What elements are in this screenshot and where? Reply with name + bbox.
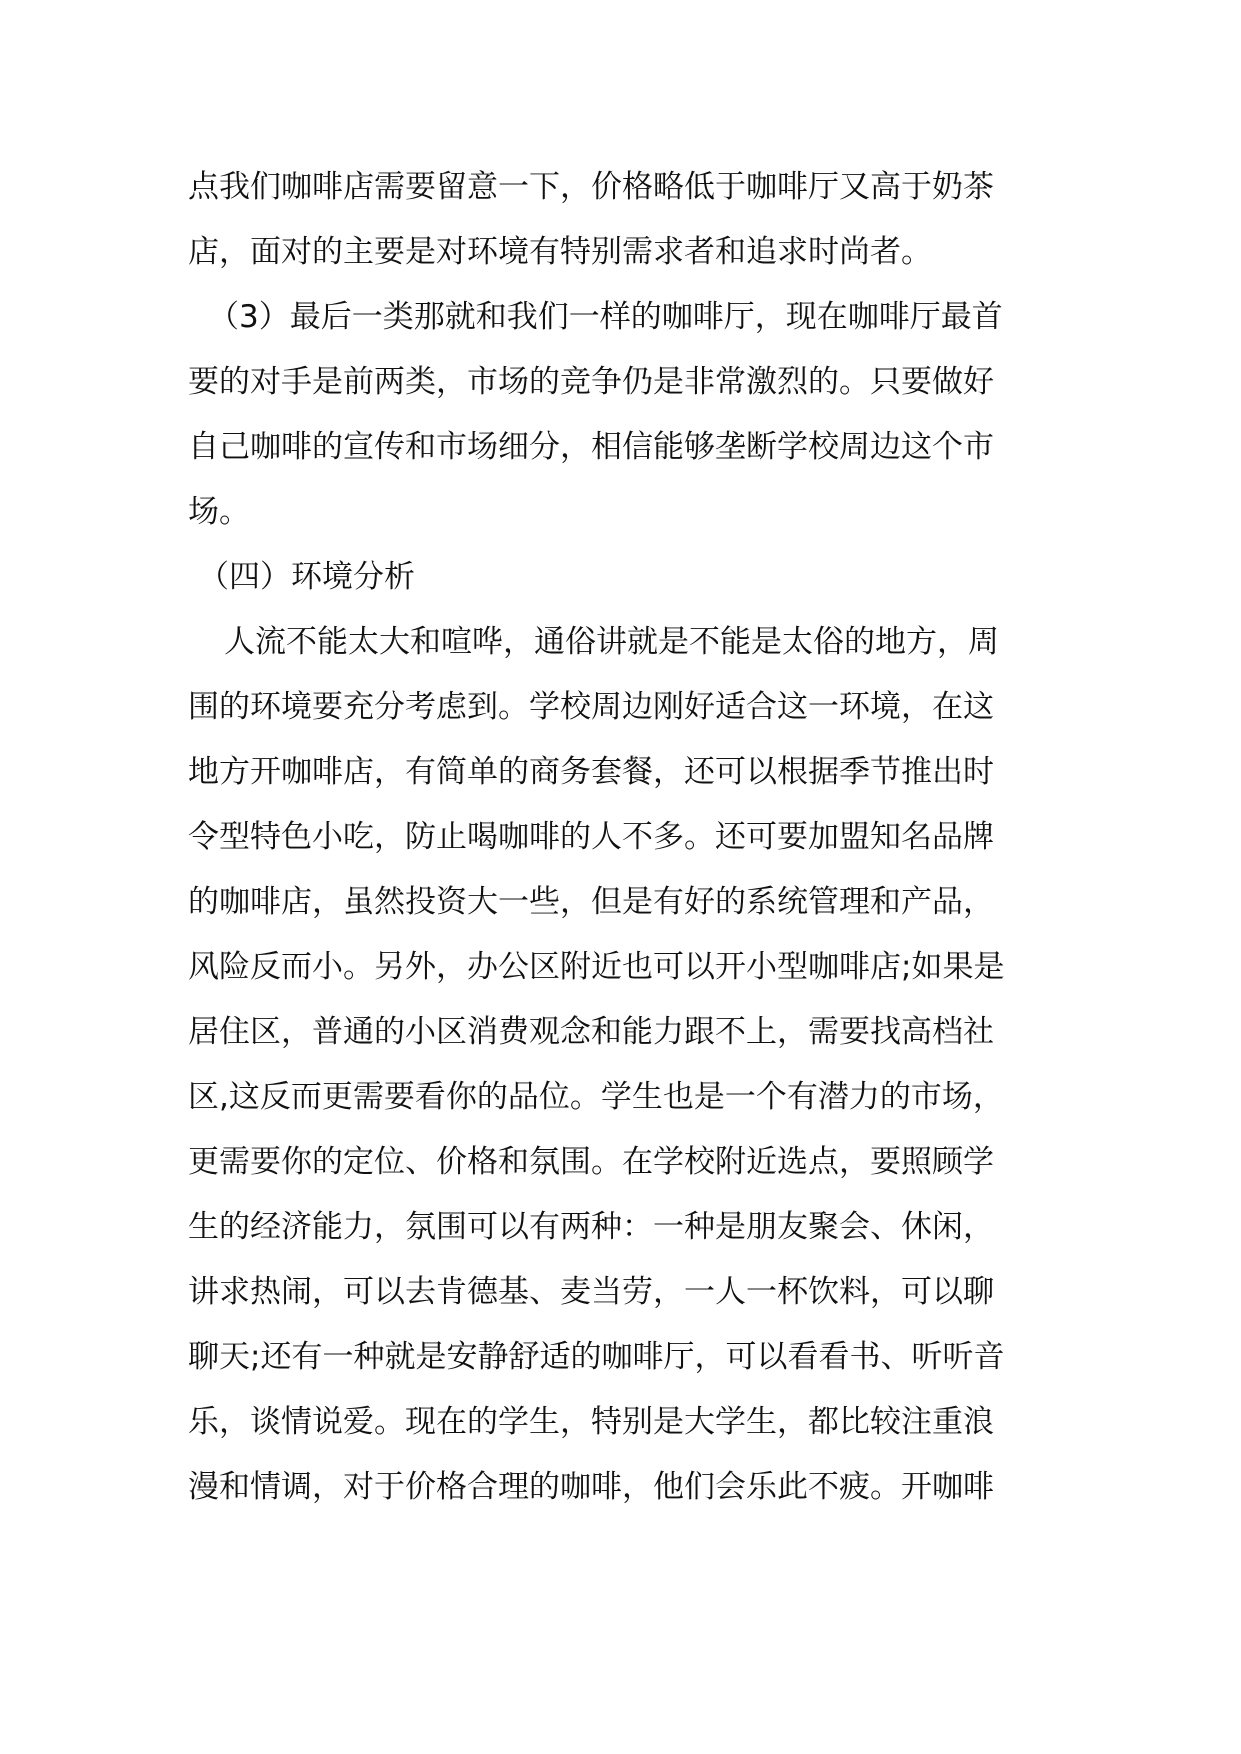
text-line-16: 更需要你的定位、价格和氛围。在学校附近选点，要照顾学 [188,1144,994,1180]
text-line-10: 地方开咖啡店，有简单的商务套餐，还可以根据季节推出时 [188,754,994,790]
section-heading: （四）环境分析 [198,559,415,595]
text-line-20: 乐，谈情说爱。现在的学生，特别是大学生，都比较注重浪 [188,1404,994,1440]
text-line-9: 围的环境要充分考虑到。学校周边刚好适合这一环境，在这 [188,689,994,725]
body-text [188,155,1058,1520]
text-line-6: 场。 [188,494,250,530]
text-line-5: 自己咖啡的宣传和市场细分，相信能够垄断学校周边这个市 [188,429,994,465]
text-line-21: 漫和情调，对于价格合理的咖啡，他们会乐此不疲。开咖啡 [188,1469,994,1505]
text-line-8: 人流不能太大和喧哗，通俗讲就是不能是太俗的地方，周 [224,624,999,660]
text-line-4: 要的对手是前两类，市场的竞争仍是非常激烈的。只要做好 [188,364,994,400]
text-line-13: 风险反而小。另外，办公区附近也可以开小型咖啡店;如果是 [188,949,1005,985]
text-line-12: 的咖啡店，虽然投资大一些，但是有好的系统管理和产品， [188,884,994,920]
text-line-3: （3）最后一类那就和我们一样的咖啡厅，现在咖啡厅最首 [208,299,1003,335]
text-line-17: 生的经济能力，氛围可以有两种：一种是朋友聚会、休闲， [188,1209,994,1245]
text-line-18: 讲求热闹，可以去肯德基、麦当劳，一人一杯饮料，可以聊 [188,1274,994,1310]
text-line-15: 区,这反而更需要看你的品位。学生也是一个有潜力的市场， [188,1079,1004,1115]
text-line-1: 点我们咖啡店需要留意一下，价格略低于咖啡厅又高于奶茶 [188,169,994,205]
text-line-14: 居住区，普通的小区消费观念和能力跟不上，需要找高档社 [188,1014,994,1050]
text-line-19: 聊天;还有一种就是安静舒适的咖啡厅，可以看看书、听听音 [188,1339,1005,1375]
text-line-2: 店，面对的主要是对环境有特别需求者和追求时尚者。 [188,234,932,270]
text-line-11: 令型特色小吃，防止喝咖啡的人不多。还可要加盟知名品牌 [188,819,994,855]
